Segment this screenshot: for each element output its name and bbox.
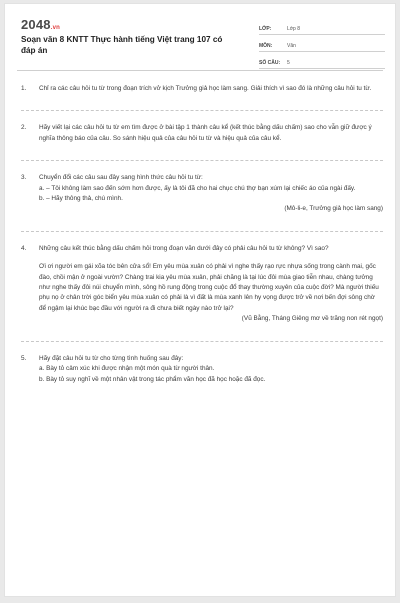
question-text: Những câu kết thúc bằng dấu chấm hỏi trong đoạn văn dưới đây có phải câu hỏi tu từ không? Vì sao? xyxy=(39,244,329,252)
meta-value: Lớp 8 xyxy=(287,26,301,32)
document-page xyxy=(4,3,396,597)
meta-label: LỚP: xyxy=(259,26,272,32)
question-line-a: a. – Tôi không làm sao đến sớm hơn được, ấy là tôi đã cho hai chục chú thợ bạn xúm lại chiếc áo của ngài đấy. xyxy=(39,184,356,192)
question-separator xyxy=(21,160,383,161)
question-text: Hãy đặt câu hỏi tu từ cho từng tình huống sau đây: xyxy=(39,354,184,362)
question-separator xyxy=(21,341,383,342)
question-separator xyxy=(21,110,383,111)
header-divider xyxy=(17,70,383,71)
meta-row-subject xyxy=(259,37,385,52)
logo-main: 2048 xyxy=(21,17,51,32)
question-number: 1. xyxy=(21,85,27,92)
question-text: Chỉ ra các câu hỏi tu từ trong đoạn trích vở kịch Trưởng giả học làm sang. Giải thích vì sao đó là những câu hỏi tu từ. xyxy=(39,85,372,92)
question-source: (Vũ Bằng, Tháng Giêng mơ về trăng non rét ngọt) xyxy=(241,315,383,323)
question-number: 5. xyxy=(21,354,27,362)
meta-value: 5 xyxy=(287,60,290,66)
question-4 xyxy=(21,244,383,325)
question-number: 4. xyxy=(21,244,27,252)
question-3 xyxy=(21,173,383,215)
meta-value: Văn xyxy=(287,43,296,49)
question-2 xyxy=(21,123,383,144)
logo-suffix: .vn xyxy=(50,25,61,31)
meta-row-count xyxy=(259,54,385,69)
meta-row-class xyxy=(259,20,385,35)
meta-label: MÔN: xyxy=(259,43,273,49)
question-line-a: a. Bày tỏ cảm xúc khi được nhận một món quà từ người thân. xyxy=(39,365,215,373)
question-source: (Mô-li-e, Trưởng giả học làm sang) xyxy=(284,205,383,213)
question-number: 2. xyxy=(21,124,27,132)
question-number: 3. xyxy=(21,174,27,182)
question-1 xyxy=(21,84,383,94)
question-text: Hãy viết lại các câu hỏi tu từ em tìm được ở bài tập 1 thành câu kể (kết thúc bằng dấu chấm) sao cho vẫn giữ được ý nghĩa thông báo của câu. So sánh hiệu quả của câu hỏi tu từ và hiệu quả của câu kể. xyxy=(39,124,372,142)
question-passage: Ơi ơi người em gái xõa tóc bên cửa sổ! Em yêu mùa xuân có phải vì nghe thấy rạo rực nhựa sống trong cành mai, gốc đào, chồi mận ở ngoài vườn? Chàng trai kia yêu mùa xuân, phải chăng là tại lúc đôi mùa giao tiễn nhau, chàng tưởng như nghe thấy đôi núi chuyển mình, sông hồ rung động trong cuộc đổ thay thường xuyên của cuộc đời? Mà người thiếu phụ nọ ở chân trời góc biển yêu mùa xuân có phải là vì đất là mùa xanh lên hy vọng được trở về nơi bến đợi sông chờ để ngậm lại khúc bạc đầu với người ra đi chưa biết ngày nào trở lại? xyxy=(39,263,379,312)
questions-list xyxy=(21,84,383,401)
site-logo[interactable] xyxy=(21,17,60,32)
question-separator xyxy=(21,231,383,232)
question-5 xyxy=(21,354,383,385)
document-header xyxy=(5,4,395,66)
question-line-b: b. Bày tỏ suy nghĩ về một nhân vật trong tác phẩm văn học đã học hoặc đã đọc. xyxy=(39,375,266,383)
document-title: Soạn văn 8 KNTT Thực hành tiếng Việt trang 107 có đáp án xyxy=(21,35,223,55)
question-text: Chuyển đổi các câu sau đây sang hình thức câu hỏi tu từ: xyxy=(39,174,203,182)
question-line-b: b. – Hãy thông thả, chú mình. xyxy=(39,195,123,203)
meta-info xyxy=(259,20,385,71)
meta-label: SỐ CÂU: xyxy=(259,60,281,66)
